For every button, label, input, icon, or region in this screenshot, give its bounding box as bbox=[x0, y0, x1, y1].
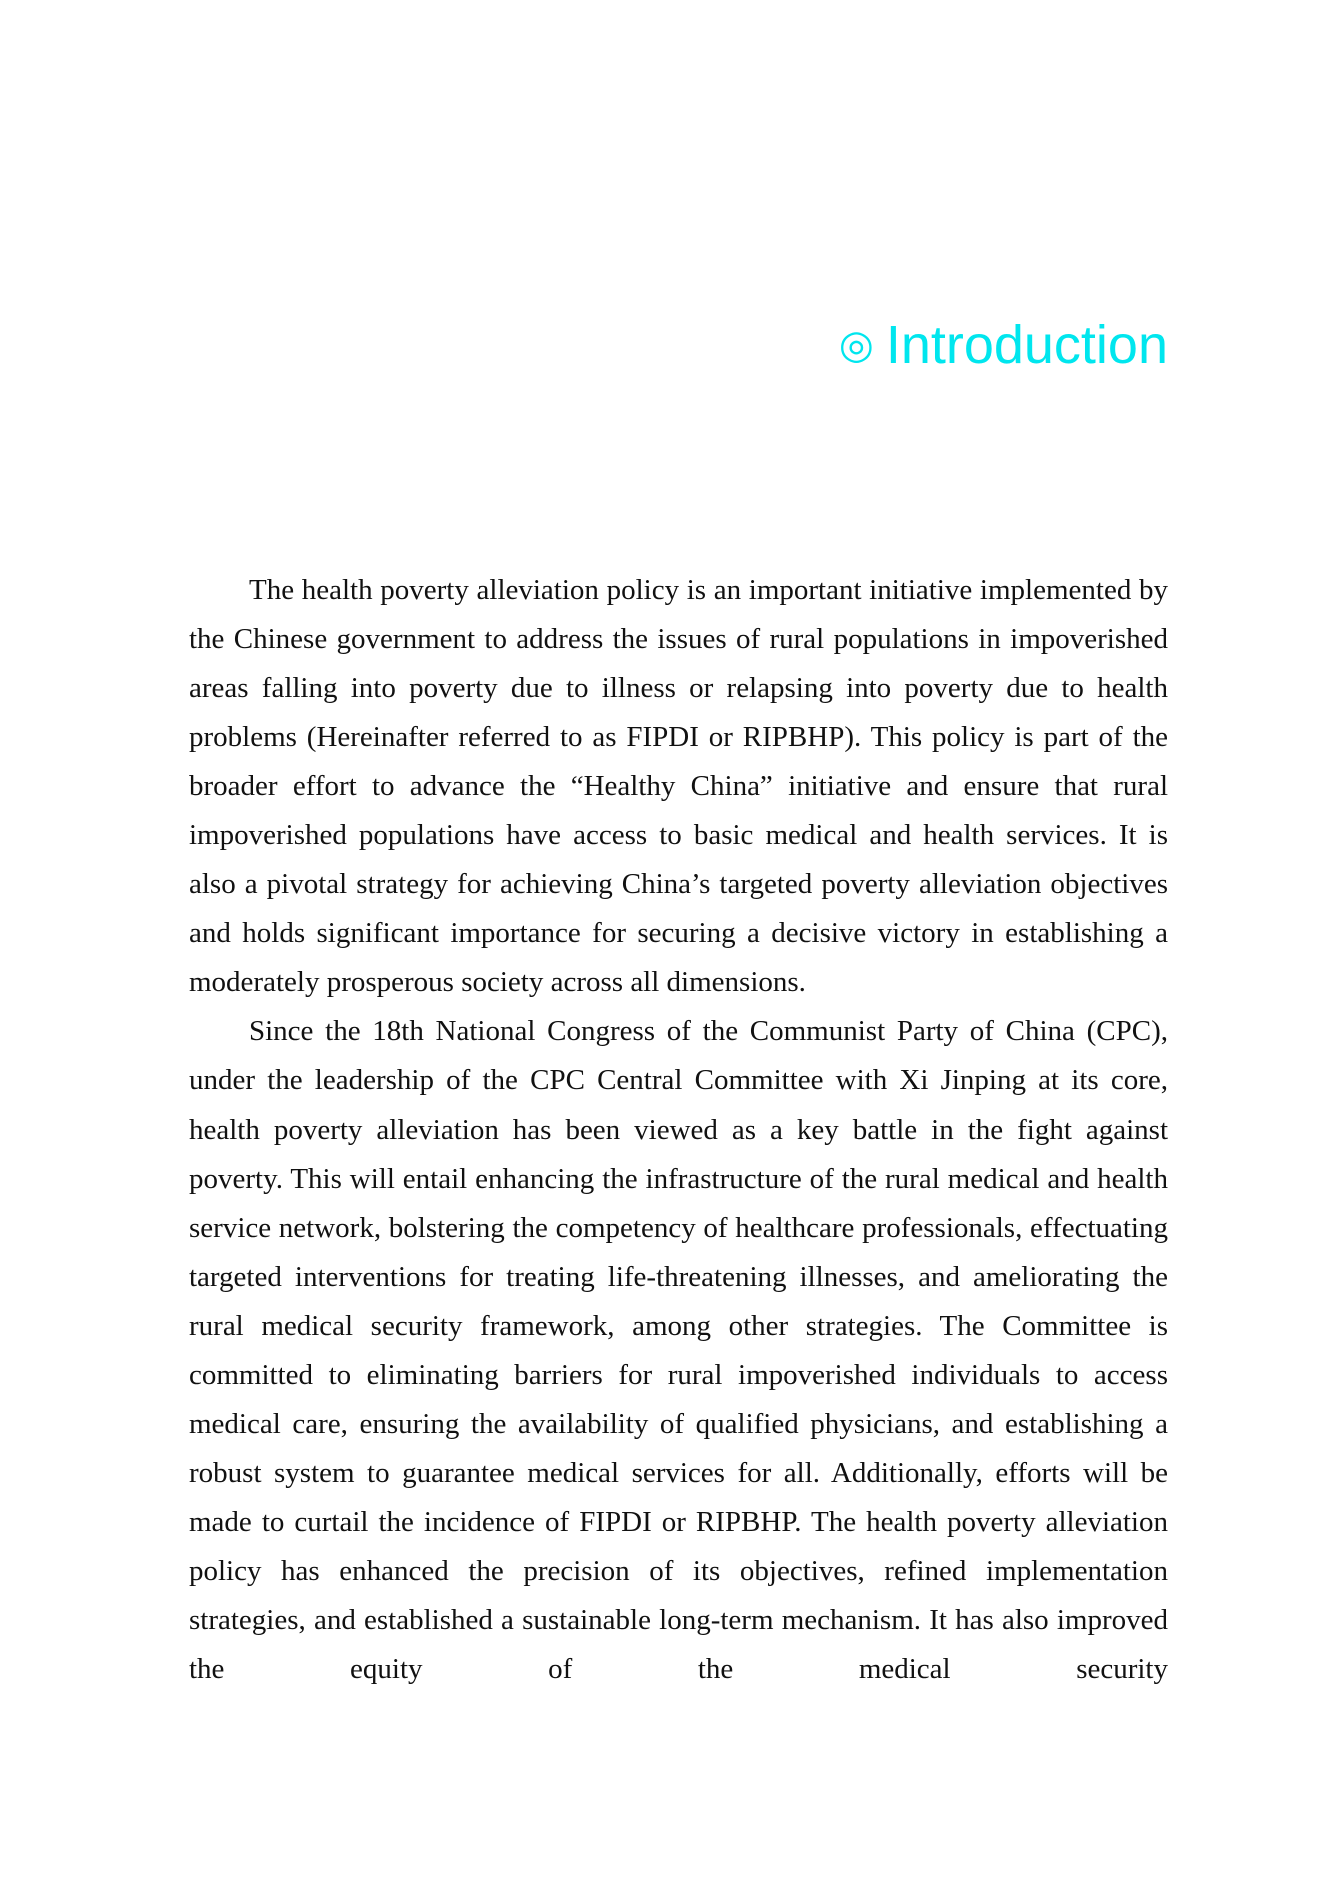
paragraph-2: Since the 18th National Congress of the Communist Party of China (CPC), under the leadership of the CPC Central Committee with Xi Jinping at its core, health poverty alleviation has been viewed as a key battle in the fight against poverty. This will entail enhancing the infrastructure of the rural medical and health service network, bolstering the competency of healthcare professionals, effectuating targeted interventions for treating life-threatening illnesses, and ameliorating the rural medical security framework, among other strategies. The Committee is committed to eliminating barriers for rural impoverished individuals to access medical care, ensuring the availability of qualified physicians, and establishing a robust system to guarantee medical services for all. Additionally, efforts will be made to curtail the incidence of FIPDI or RIPBHP. The health poverty alleviation policy has enhanced the precision of its objectives, refined implementation strategies, and established a sustainable long-term mechanism. It has also improved the equity of the medical security bbox=[189, 1015, 1168, 1686]
section-title: Introduction bbox=[885, 315, 1168, 375]
double-circle-icon: ◎ bbox=[838, 323, 874, 367]
section-heading bbox=[838, 315, 1168, 375]
paragraph-1: The health poverty alleviation policy is an important initiative implemented by the Chinese government to address the issues of rural populations in impoverished areas falling into poverty due to illness or relapsing into poverty due to health problems (Hereinafter referred to as FIPDI or RIPBHP). This policy is part of the broader effort to advance the “Healthy China” initiative and ensure that rural impoverished populations have access to basic medical and health services. It is also a pivotal strategy for achieving China’s targeted poverty alleviation objectives and holds significant importance for securing a decisive victory in establishing a moderately prosperous society across all dimensions. bbox=[189, 574, 1168, 999]
body-text bbox=[189, 566, 1168, 1694]
